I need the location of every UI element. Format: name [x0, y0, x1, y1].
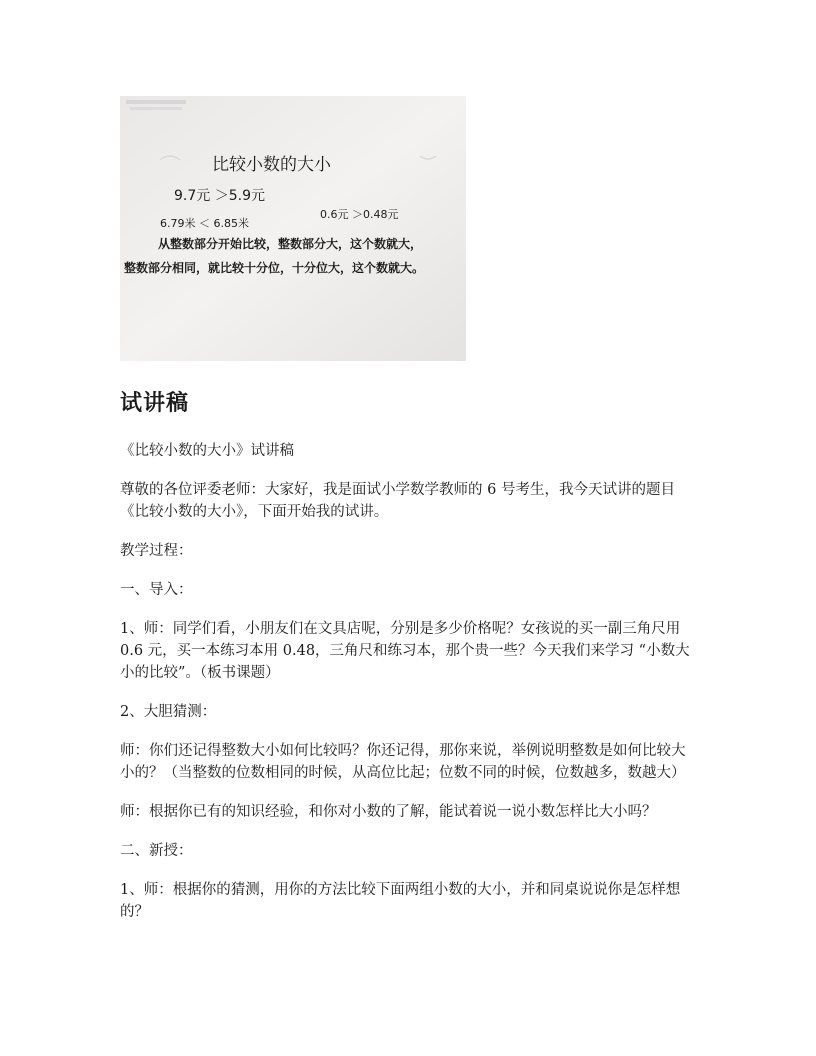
photo-line-2a: 6.79米 ＜ 6.85米 [160, 217, 249, 230]
paragraph-process-label: 教学过程： [120, 543, 193, 559]
photo-title: 比较小数的大小 [212, 155, 331, 175]
paragraph-section-intro: 一、导入： [120, 582, 193, 598]
paragraph-guess-1: 师：你们还记得整数大小如何比较吗？你还记得，那你来说，举例说明整数是如何比较大小的？（当整数的位数相同的时候，从高位比起；位数不同的时候，位数越多，数越大） [120, 743, 686, 781]
photo-line-2b: 0.6元 ＞0.48元 [320, 208, 399, 221]
paragraph-intro-2: 2、大胆猜测： [120, 704, 217, 720]
paragraph-section-new: 二、新授： [120, 843, 193, 859]
whiteboard-photo-canvas [120, 96, 466, 361]
document-body [120, 440, 698, 940]
document-heading: 试讲稿 [120, 391, 190, 416]
photo-line-1: 9.7元 ＞5.9元 [174, 188, 265, 204]
paragraph-greeting: 尊敬的各位评委老师：大家好，我是面试小学数学教师的 6 号考生，我今天试讲的题目《比较小数的大小》，下面开始我的试讲。 [120, 482, 675, 520]
paragraph-doc-title: 《比较小数的大小》试讲稿 [120, 443, 294, 459]
paragraph-new-1: 1、师：根据你的猜测，用你的方法比较下面两组小数的大小，并和同桌说说你是怎样想的？ [120, 882, 681, 920]
paragraph-guess-2: 师：根据你已有的知识经验，和你对小数的了解，能试着说一说小数怎样比大小吗？ [120, 804, 657, 820]
photo-line-3: 从整数部分开始比较，整数部分大，这个数就大， [158, 237, 423, 251]
paragraph-intro-1: 1、师：同学们看，小朋友们在文具店呢，分别是多少价格呢？女孩说的买一副三角尺用 0.6 元，买一本练习本用 0.48，三角尺和练习本，那个贵一些？今天我们来学习 “小数大小的比较”。（板书课题） [120, 621, 690, 681]
whiteboard-photo [120, 96, 466, 361]
photo-line-4: 整数部分相同，就比较十分位，十分位大，这个数就大。 [124, 261, 425, 275]
